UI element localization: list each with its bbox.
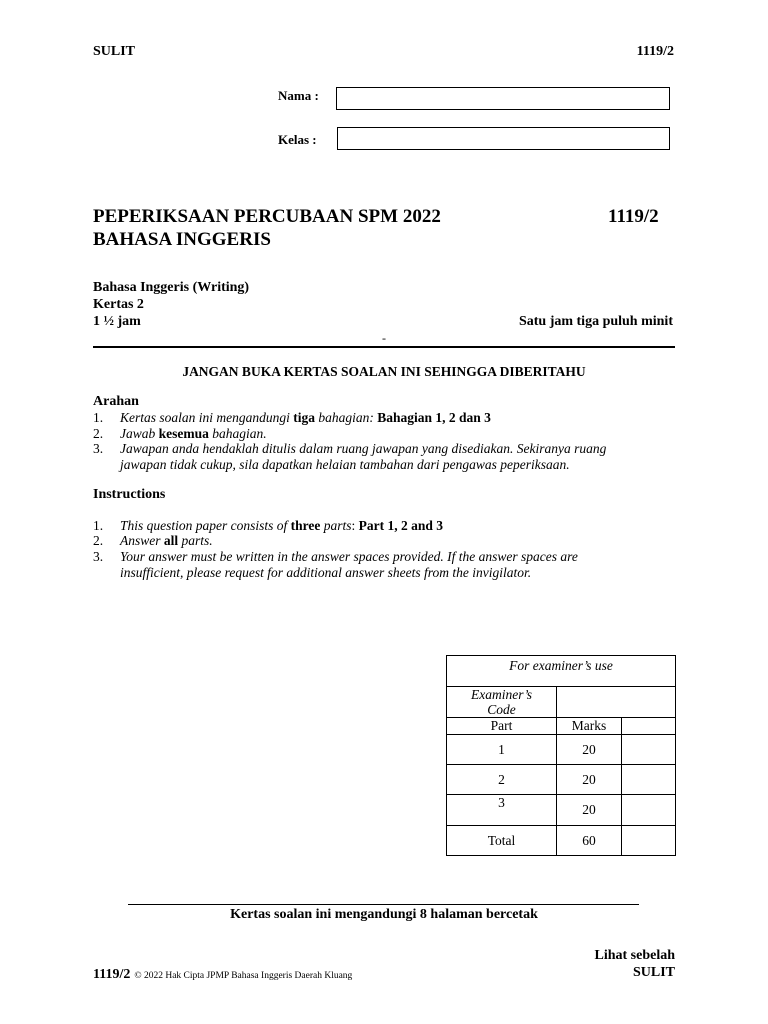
paper-number: Kertas 2 [93,297,144,312]
duration-words: Satu jam tiga puluh minit [518,314,673,329]
footer-confidential: SULIT [632,965,675,980]
class-label: Kelas : [278,132,317,147]
examiner-code-field[interactable] [557,687,676,718]
pages-note: Kertas soalan ini mengandungi 8 halaman bercetak [230,907,538,922]
arahan-item-3-continued: jawapan tidak cukup, sila dapatkan helaian tambahan dari pengawas peperiksaan. [120,457,570,472]
exam-code: 1119/2 [608,206,659,227]
arahan-item-1: 1. Kertas soalan ini mengandungi tiga bahagian: Bahagian 1, 2 dan 3 [93,410,491,425]
duration: 1 ½ jam [93,314,141,329]
instructions-item-3-continued: insufficient, please request for additional answer sheets from the invigilator. [120,565,532,580]
part-cell: 1 [447,735,557,765]
marks-cell: 20 [557,735,622,765]
column-header-score [622,718,676,735]
table-row-total [447,826,676,856]
table-row [447,795,676,826]
name-label: Nama : [278,88,319,103]
marks-cell: 20 [557,795,622,826]
part-cell: 3 [447,795,557,826]
score-field[interactable] [622,795,676,826]
instructions-item-1: 1. This question paper consists of three parts: Part 1, 2 and 3 [93,518,444,533]
see-next-page: Lihat sebelah [594,948,675,963]
instructions-heading: Instructions [93,487,166,502]
total-label: Total [447,826,557,856]
examiner-table-title: For examiner’s use [447,656,676,687]
part-cell: 2 [447,765,557,795]
footer-divider [128,904,639,905]
header-paper-code: 1119/2 [636,44,674,59]
header-confidential: SULIT [93,44,136,59]
marks-cell: 20 [557,765,622,795]
subject-title: BAHASA INGGERIS [93,229,271,250]
warning-text: JANGAN BUKA KERTAS SOALAN INI SEHINGGA DIBERITAHU [182,364,586,379]
arahan-heading: Arahan [93,394,139,409]
score-field[interactable] [622,765,676,795]
instructions-item-3: 3. Your answer must be written in the answer spaces provided. If the answer spaces are [93,549,578,564]
exam-title: PEPERIKSAAN PERCUBAAN SPM 2022 [93,206,441,227]
instructions-item-2: 2. Answer all parts. [93,533,213,548]
subject-name: Bahasa Inggeris (Writing) [93,280,250,295]
examiner-code-label: Examiner’s Code [447,687,557,718]
top-divider [93,346,675,348]
footer-copyright-line [93,965,352,983]
table-row [447,765,676,795]
score-field[interactable] [622,735,676,765]
table-row [447,735,676,765]
copyright-text: © 2022 Hak Cipta JPMP Bahasa Inggeris Daerah Kluang [134,971,353,981]
total-marks: 60 [557,826,622,856]
name-field[interactable] [336,87,670,110]
footer-paper-code: 1119/2 [93,967,131,982]
arahan-item-2: 2. Jawab kesemua bahagian. [93,426,267,441]
dash-mark: - [382,331,386,345]
column-header-part: Part [447,718,557,735]
total-score-field[interactable] [622,826,676,856]
column-header-marks: Marks [557,718,622,735]
arahan-item-3: 3. Jawapan anda hendaklah ditulis dalam ruang jawapan yang disediakan. Sekiranya ruang [93,441,607,456]
class-field[interactable] [337,127,670,150]
examiner-table [446,655,676,856]
